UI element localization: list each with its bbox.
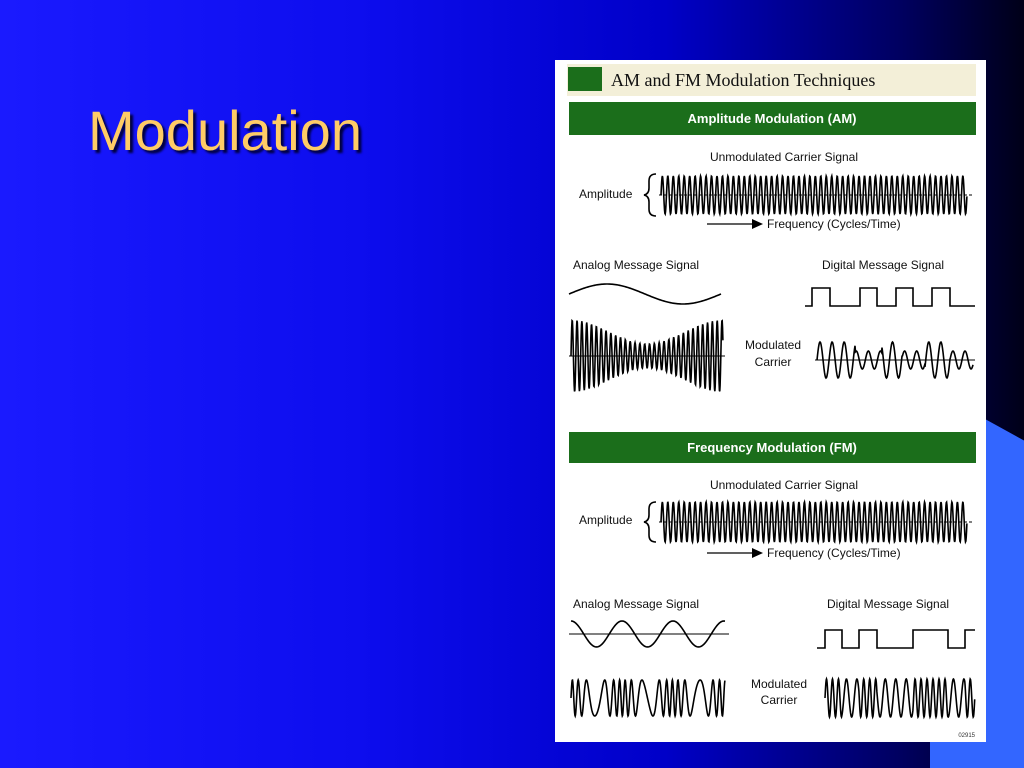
am-carrier-label: Unmodulated Carrier Signal: [709, 150, 859, 164]
am-amplitude-label: Amplitude: [579, 187, 633, 201]
slide-title: Modulation: [88, 99, 362, 162]
am-modulated-digital-wave: [815, 342, 975, 378]
figure-header-swatch: [568, 67, 602, 91]
fm-digital-label: Digital Message Signal: [827, 597, 950, 611]
fm-modulated-digital-wave: [825, 679, 975, 717]
fm-analog-message-wave: [569, 621, 729, 647]
figure-heading: AM and FM Modulation Techniques: [611, 70, 876, 90]
figure-code: 02915: [958, 733, 975, 739]
fm-modulated-label-line2: Carrier: [760, 693, 798, 707]
modulation-figure: [555, 60, 986, 742]
am-frequency-label: Frequency (Cycles/Time): [767, 217, 901, 231]
fm-carrier-label: Unmodulated Carrier Signal: [709, 478, 859, 492]
fm-carrier-trace: [661, 502, 967, 542]
fm-digital-message-wave: [817, 630, 975, 648]
am-digital-label: Digital Message Signal: [822, 258, 945, 272]
fm-amplitude-brace: [644, 502, 656, 542]
fm-modulated-label-line1: Modulated: [750, 677, 808, 691]
fm-frequency-arrow-icon: [752, 548, 763, 558]
fm-analog-label: Analog Message Signal: [573, 597, 700, 611]
am-digital-message-wave: [805, 288, 975, 306]
am-analog-message-wave: [569, 284, 721, 304]
am-analog-label: Analog Message Signal: [573, 258, 700, 272]
am-digital-trace: [805, 288, 975, 306]
modulation-diagram: [555, 60, 986, 742]
fm-modulated-analog-wave: [571, 680, 725, 716]
am-modulated-label-line1: Modulated: [744, 338, 802, 352]
am-modulated-label-line2: Carrier: [754, 355, 792, 369]
am-carrier-wave: [661, 176, 967, 214]
fm-digital-trace: [817, 630, 975, 648]
am-frequency-arrow-icon: [752, 219, 763, 229]
am-carrier-trace: [661, 176, 967, 214]
am-amplitude-brace: [644, 174, 656, 216]
fm-modulated-trace: [571, 680, 725, 716]
am-modulated-analog-wave: [569, 321, 725, 392]
fm-frequency-label: Frequency (Cycles/Time): [767, 546, 901, 560]
fm-fsk-trace: [825, 679, 975, 717]
am-analog-trace: [569, 284, 721, 304]
am-ask-trace: [817, 342, 973, 378]
fm-amplitude-label: Amplitude: [579, 513, 633, 527]
fm-bar-label: Frequency Modulation (FM): [687, 440, 857, 455]
fm-carrier-wave: [661, 502, 967, 542]
am-bar-label: Amplitude Modulation (AM): [687, 111, 857, 126]
